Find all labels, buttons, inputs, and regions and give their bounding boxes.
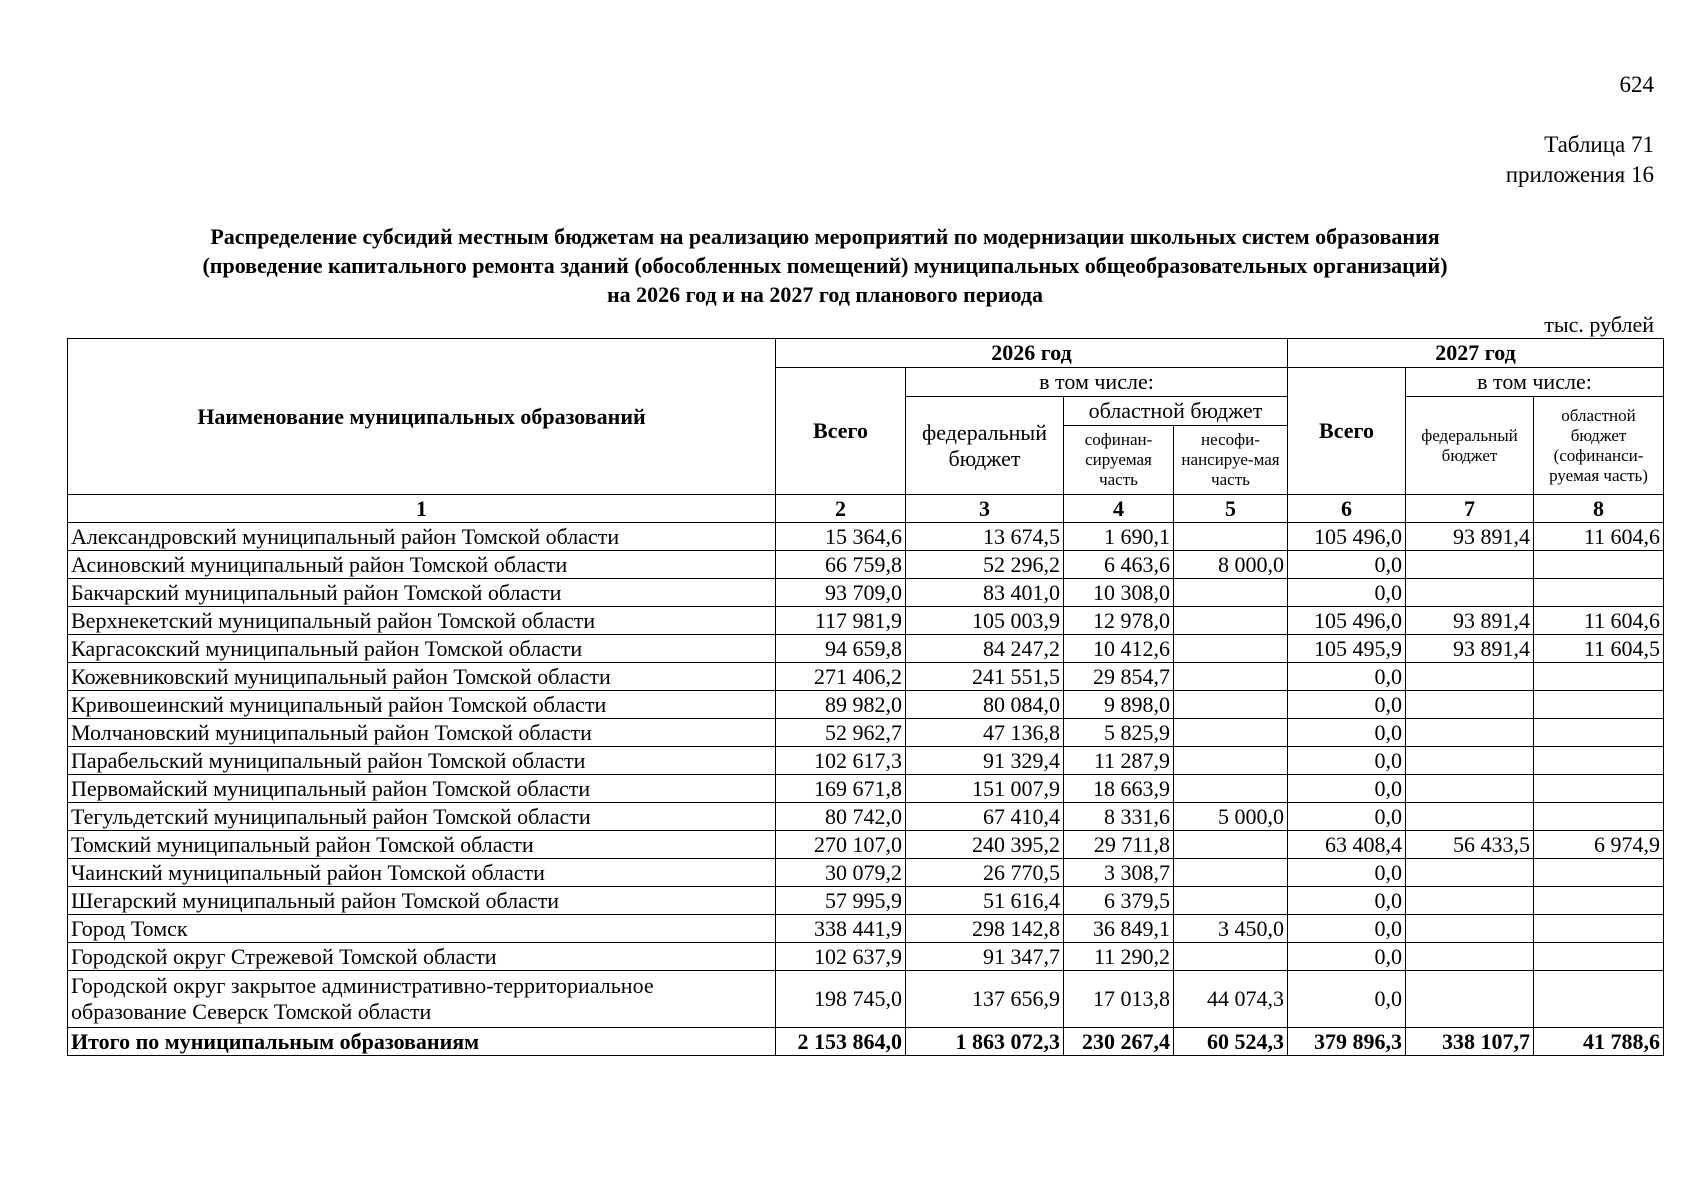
value-cell-c8: 11 604,5 xyxy=(1534,635,1664,663)
value-cell-c3: 51 616,4 xyxy=(906,887,1064,915)
value-cell-c3: 26 770,5 xyxy=(906,859,1064,887)
table-row xyxy=(68,635,1664,663)
value-cell-c3: 52 296,2 xyxy=(906,551,1064,579)
header-name-column: Наименование муниципальных образований xyxy=(68,339,776,495)
value-cell-c4: 17 013,8 xyxy=(1064,971,1174,1028)
value-cell-c2: 80 742,0 xyxy=(776,803,906,831)
table-row xyxy=(68,831,1664,859)
municipality-name: Молчановский муниципальный район Томской области xyxy=(68,719,776,747)
value-cell-c4: 36 849,1 xyxy=(1064,915,1174,943)
table-row xyxy=(68,915,1664,943)
value-cell-c3: 151 007,9 xyxy=(906,775,1064,803)
value-cell-c5 xyxy=(1174,635,1288,663)
table-row xyxy=(68,691,1664,719)
municipality-name: Александровский муниципальный район Томской области xyxy=(68,523,776,551)
municipality-name: Каргасокский муниципальный район Томской области xyxy=(68,635,776,663)
value-cell-c2: 271 406,2 xyxy=(776,663,906,691)
municipality-name: Городской округ Стрежевой Томской области xyxy=(68,943,776,971)
value-cell-c2: 169 671,8 xyxy=(776,775,906,803)
value-cell-c8 xyxy=(1534,943,1664,971)
value-cell-c6: 0,0 xyxy=(1288,887,1406,915)
value-cell-c7 xyxy=(1406,719,1534,747)
title-line2: (проведение капитального ремонта зданий (обособленных помещений) муниципальных общеобразовательных организаций) xyxy=(202,253,1448,278)
value-cell-c2: 94 659,8 xyxy=(776,635,906,663)
value-cell-c3: 1 863 072,3 xyxy=(906,1028,1064,1056)
value-cell-c6: 63 408,4 xyxy=(1288,831,1406,859)
value-cell-c7 xyxy=(1406,971,1534,1028)
value-cell-c4: 29 854,7 xyxy=(1064,663,1174,691)
value-cell-c8 xyxy=(1534,663,1664,691)
value-cell-c5: 8 000,0 xyxy=(1174,551,1288,579)
table-row xyxy=(68,971,1664,1028)
table-row xyxy=(68,859,1664,887)
value-cell-c8 xyxy=(1534,691,1664,719)
value-cell-c4: 18 663,9 xyxy=(1064,775,1174,803)
table-row xyxy=(68,747,1664,775)
header-federal-2026: федеральный бюджет xyxy=(906,397,1064,495)
value-cell-c5 xyxy=(1174,607,1288,635)
value-cell-c6: 105 496,0 xyxy=(1288,607,1406,635)
value-cell-c8 xyxy=(1534,551,1664,579)
table-row xyxy=(68,607,1664,635)
value-cell-c7 xyxy=(1406,775,1534,803)
municipality-name: Город Томск xyxy=(68,915,776,943)
value-cell-c3: 298 142,8 xyxy=(906,915,1064,943)
value-cell-c8 xyxy=(1534,887,1664,915)
value-cell-c5: 60 524,3 xyxy=(1174,1028,1288,1056)
title-line3: на 2026 год и на 2027 год планового периода xyxy=(606,282,1044,307)
header-total-2027: Всего xyxy=(1288,368,1406,495)
value-cell-c2: 52 962,7 xyxy=(776,719,906,747)
value-cell-c7 xyxy=(1406,803,1534,831)
value-cell-c4: 1 690,1 xyxy=(1064,523,1174,551)
table-reference xyxy=(1506,130,1654,190)
column-number: 4 xyxy=(1064,495,1174,523)
value-cell-c6: 0,0 xyxy=(1288,747,1406,775)
column-number: 1 xyxy=(68,495,776,523)
value-cell-c4: 29 711,8 xyxy=(1064,831,1174,859)
municipality-name: Итого по муниципальным образованиям xyxy=(68,1028,776,1056)
value-cell-c6: 105 496,0 xyxy=(1288,523,1406,551)
table-row xyxy=(68,775,1664,803)
table-row xyxy=(68,887,1664,915)
value-cell-c6: 0,0 xyxy=(1288,971,1406,1028)
value-cell-c3: 91 347,7 xyxy=(906,943,1064,971)
column-number: 5 xyxy=(1174,495,1288,523)
value-cell-c2: 117 981,9 xyxy=(776,607,906,635)
value-cell-c3: 241 551,5 xyxy=(906,663,1064,691)
value-cell-c7 xyxy=(1406,859,1534,887)
column-number: 8 xyxy=(1534,495,1664,523)
value-cell-c8: 11 604,6 xyxy=(1534,523,1664,551)
header-cofinanced: софинан-сируемая часть xyxy=(1064,426,1174,495)
value-cell-c7: 338 107,7 xyxy=(1406,1028,1534,1056)
value-cell-c2: 15 364,6 xyxy=(776,523,906,551)
table-body xyxy=(68,523,1664,1056)
value-cell-c4: 11 290,2 xyxy=(1064,943,1174,971)
value-cell-c6: 0,0 xyxy=(1288,803,1406,831)
value-cell-c3: 84 247,2 xyxy=(906,635,1064,663)
value-cell-c8 xyxy=(1534,915,1664,943)
municipality-name: Городской округ закрытое административно-территориальное образование Северск Томской области xyxy=(68,971,776,1028)
value-cell-c5 xyxy=(1174,691,1288,719)
value-cell-c8 xyxy=(1534,971,1664,1028)
column-number: 6 xyxy=(1288,495,1406,523)
subsidy-table xyxy=(67,338,1664,1056)
value-cell-c5 xyxy=(1174,887,1288,915)
value-cell-c4: 10 412,6 xyxy=(1064,635,1174,663)
value-cell-c5 xyxy=(1174,719,1288,747)
value-cell-c8 xyxy=(1534,775,1664,803)
header-year-2027: 2027 год xyxy=(1288,339,1664,368)
value-cell-c2: 2 153 864,0 xyxy=(776,1028,906,1056)
page-number: 624 xyxy=(1619,72,1654,97)
value-cell-c8: 11 604,6 xyxy=(1534,607,1664,635)
value-cell-c5: 3 450,0 xyxy=(1174,915,1288,943)
municipality-name: Томский муниципальный район Томской области xyxy=(68,831,776,859)
value-cell-c5 xyxy=(1174,831,1288,859)
value-cell-c5 xyxy=(1174,523,1288,551)
value-cell-c4: 3 308,7 xyxy=(1064,859,1174,887)
value-cell-c4: 6 463,6 xyxy=(1064,551,1174,579)
value-cell-c5 xyxy=(1174,663,1288,691)
value-cell-c4: 10 308,0 xyxy=(1064,579,1174,607)
header-year-2026: 2026 год xyxy=(776,339,1288,368)
header-federal-2027: федеральный бюджет xyxy=(1406,397,1534,495)
column-number: 7 xyxy=(1406,495,1534,523)
value-cell-c8 xyxy=(1534,747,1664,775)
value-cell-c8: 6 974,9 xyxy=(1534,831,1664,859)
value-cell-c3: 91 329,4 xyxy=(906,747,1064,775)
value-cell-c6: 0,0 xyxy=(1288,719,1406,747)
header-regional-2026: областной бюджет xyxy=(1064,397,1288,426)
value-cell-c6: 0,0 xyxy=(1288,579,1406,607)
table-row xyxy=(68,579,1664,607)
value-cell-c7: 93 891,4 xyxy=(1406,607,1534,635)
value-cell-c5 xyxy=(1174,579,1288,607)
municipality-name: Парабельский муниципальный район Томской области xyxy=(68,747,776,775)
value-cell-c3: 47 136,8 xyxy=(906,719,1064,747)
value-cell-c8 xyxy=(1534,719,1664,747)
value-cell-c7 xyxy=(1406,579,1534,607)
value-cell-c4: 6 379,5 xyxy=(1064,887,1174,915)
value-cell-c4: 11 287,9 xyxy=(1064,747,1174,775)
value-cell-c2: 93 709,0 xyxy=(776,579,906,607)
value-cell-c3: 13 674,5 xyxy=(906,523,1064,551)
table-reference-line1: Таблица 71 xyxy=(1544,132,1654,157)
value-cell-c6: 0,0 xyxy=(1288,775,1406,803)
value-cell-c6: 379 896,3 xyxy=(1288,1028,1406,1056)
table-row xyxy=(68,663,1664,691)
municipality-name: Чаинский муниципальный район Томской области xyxy=(68,859,776,887)
value-cell-c2: 30 079,2 xyxy=(776,859,906,887)
table-row xyxy=(68,719,1664,747)
value-cell-c3: 105 003,9 xyxy=(906,607,1064,635)
municipality-name: Асиновский муниципальный район Томской области xyxy=(68,551,776,579)
value-cell-c7 xyxy=(1406,551,1534,579)
header-total-2026: Всего xyxy=(776,368,906,495)
value-cell-c3: 83 401,0 xyxy=(906,579,1064,607)
units-label: тыс. рублей xyxy=(1544,312,1654,337)
value-cell-c4: 9 898,0 xyxy=(1064,691,1174,719)
value-cell-c5: 5 000,0 xyxy=(1174,803,1288,831)
value-cell-c6: 0,0 xyxy=(1288,943,1406,971)
table-row xyxy=(68,551,1664,579)
value-cell-c2: 198 745,0 xyxy=(776,971,906,1028)
value-cell-c5 xyxy=(1174,859,1288,887)
table-reference-line2: приложения 16 xyxy=(1505,162,1654,187)
value-cell-c6: 0,0 xyxy=(1288,915,1406,943)
value-cell-c2: 57 995,9 xyxy=(776,887,906,915)
value-cell-c6: 0,0 xyxy=(1288,691,1406,719)
value-cell-c6: 0,0 xyxy=(1288,551,1406,579)
value-cell-c4: 12 978,0 xyxy=(1064,607,1174,635)
municipality-name: Кожевниковский муниципальный район Томской области xyxy=(68,663,776,691)
value-cell-c3: 67 410,4 xyxy=(906,803,1064,831)
value-cell-c4: 230 267,4 xyxy=(1064,1028,1174,1056)
value-cell-c2: 66 759,8 xyxy=(776,551,906,579)
header-including-2027: в том числе: xyxy=(1406,368,1664,397)
value-cell-c3: 80 084,0 xyxy=(906,691,1064,719)
value-cell-c7 xyxy=(1406,887,1534,915)
value-cell-c5 xyxy=(1174,775,1288,803)
value-cell-c7: 93 891,4 xyxy=(1406,635,1534,663)
value-cell-c8 xyxy=(1534,859,1664,887)
value-cell-c5 xyxy=(1174,943,1288,971)
value-cell-c7: 93 891,4 xyxy=(1406,523,1534,551)
value-cell-c8: 41 788,6 xyxy=(1534,1028,1664,1056)
value-cell-c2: 102 637,9 xyxy=(776,943,906,971)
municipality-name: Кривошеинский муниципальный район Томской области xyxy=(68,691,776,719)
value-cell-c7 xyxy=(1406,691,1534,719)
value-cell-c2: 89 982,0 xyxy=(776,691,906,719)
value-cell-c5: 44 074,3 xyxy=(1174,971,1288,1028)
value-cell-c6: 0,0 xyxy=(1288,859,1406,887)
table-row xyxy=(68,943,1664,971)
municipality-name: Бакчарский муниципальный район Томской области xyxy=(68,579,776,607)
column-number: 2 xyxy=(776,495,906,523)
value-cell-c4: 5 825,9 xyxy=(1064,719,1174,747)
value-cell-c7 xyxy=(1406,915,1534,943)
value-cell-c7: 56 433,5 xyxy=(1406,831,1534,859)
header-noncofinanced: несофи-нансируе-мая часть xyxy=(1174,426,1288,495)
value-cell-c7 xyxy=(1406,943,1534,971)
column-number: 3 xyxy=(906,495,1064,523)
title-line1: Распределение субсидий местным бюджетам на реализацию мероприятий по модернизации школьных систем образования xyxy=(210,224,1440,249)
value-cell-c5 xyxy=(1174,747,1288,775)
value-cell-c7 xyxy=(1406,663,1534,691)
value-cell-c6: 0,0 xyxy=(1288,663,1406,691)
value-cell-c7 xyxy=(1406,747,1534,775)
value-cell-c6: 105 495,9 xyxy=(1288,635,1406,663)
total-row xyxy=(68,1028,1664,1056)
value-cell-c8 xyxy=(1534,579,1664,607)
value-cell-c2: 102 617,3 xyxy=(776,747,906,775)
header-regional-2027: областной бюджет (софинанси-руемая часть) xyxy=(1534,397,1664,495)
municipality-name: Верхнекетский муниципальный район Томской области xyxy=(68,607,776,635)
municipality-name: Первомайский муниципальный район Томской области xyxy=(68,775,776,803)
document-title xyxy=(60,222,1590,309)
value-cell-c8 xyxy=(1534,803,1664,831)
value-cell-c3: 137 656,9 xyxy=(906,971,1064,1028)
column-number-row xyxy=(68,495,1664,523)
table-row xyxy=(68,803,1664,831)
value-cell-c3: 240 395,2 xyxy=(906,831,1064,859)
value-cell-c2: 270 107,0 xyxy=(776,831,906,859)
value-cell-c4: 8 331,6 xyxy=(1064,803,1174,831)
municipality-name: Тегульдетский муниципальный район Томской области xyxy=(68,803,776,831)
value-cell-c2: 338 441,9 xyxy=(776,915,906,943)
header-including-2026: в том числе: xyxy=(906,368,1288,397)
municipality-name: Шегарский муниципальный район Томской области xyxy=(68,887,776,915)
table-row xyxy=(68,523,1664,551)
